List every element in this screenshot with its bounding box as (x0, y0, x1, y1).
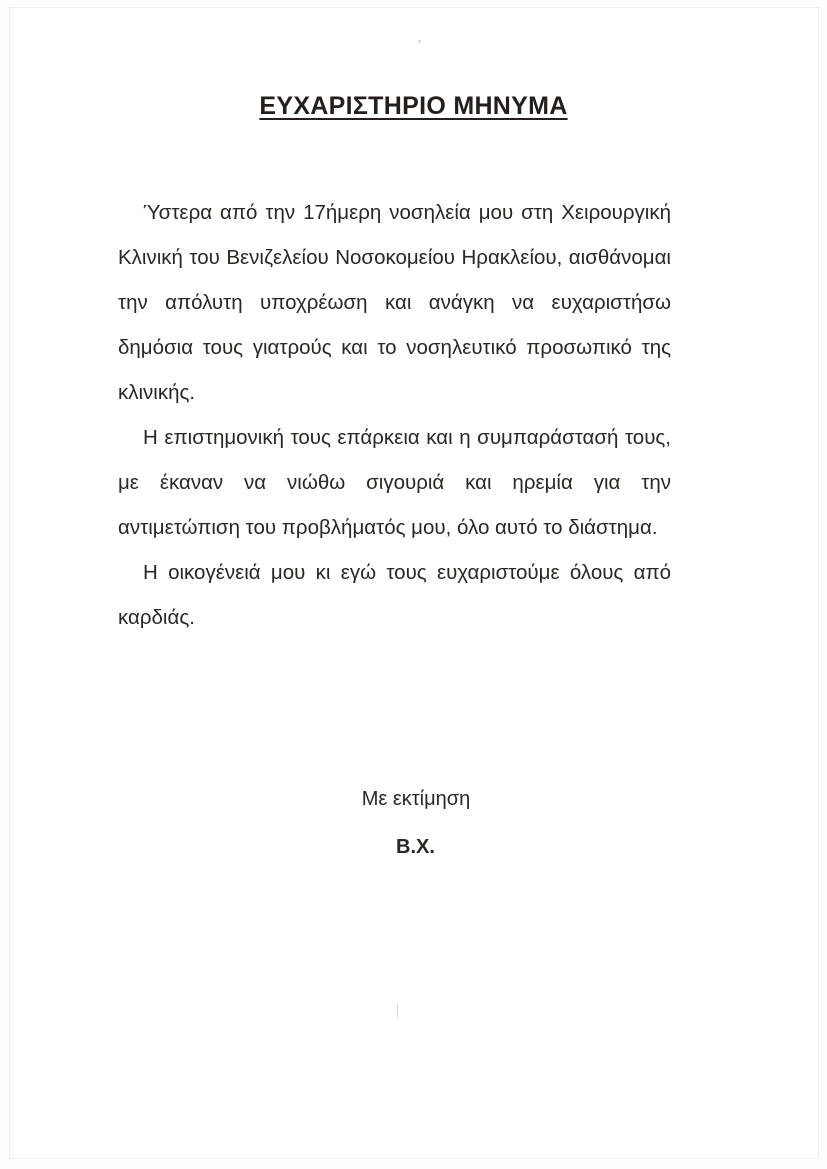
document-body (118, 190, 671, 640)
scan-mark (397, 1004, 398, 1018)
document-title (0, 92, 827, 121)
paragraph-2: Η επιστημονική τους επάρκεια και η συμπαράστασή τους, με έκαναν να νιώθω σιγουριά και ηρεμία για την αντιμετώπιση του προβλήματός μου, όλο αυτό το διάστημα. (118, 426, 671, 539)
paragraph-3: Η οικογένειά μου κι εγώ τους ευχαριστούμε όλους από καρδιάς. (118, 561, 671, 629)
closing-regards: Με εκτίμηση (361, 788, 471, 810)
scan-speck (418, 40, 421, 43)
signature-initials: Β.Χ. (396, 836, 435, 858)
paragraph-1: Ύστερα από την 17ήμερη νοσηλεία μου στη Χειρουργική Κλινική του Βενιζελείου Νοσοκομείου Ηρακλείου, αισθάνομαι την απόλυτη υποχρέωση και ανάγκη να ευχαριστήσω δημόσια τους γιατρούς και το νοσηλευτικό προσωπικό της κλινικής. (118, 201, 671, 404)
closing-block (0, 784, 827, 862)
document-title-text: ΕΥΧΑΡΙΣΤΗΡΙΟ ΜΗΝΥΜΑ (259, 92, 568, 120)
